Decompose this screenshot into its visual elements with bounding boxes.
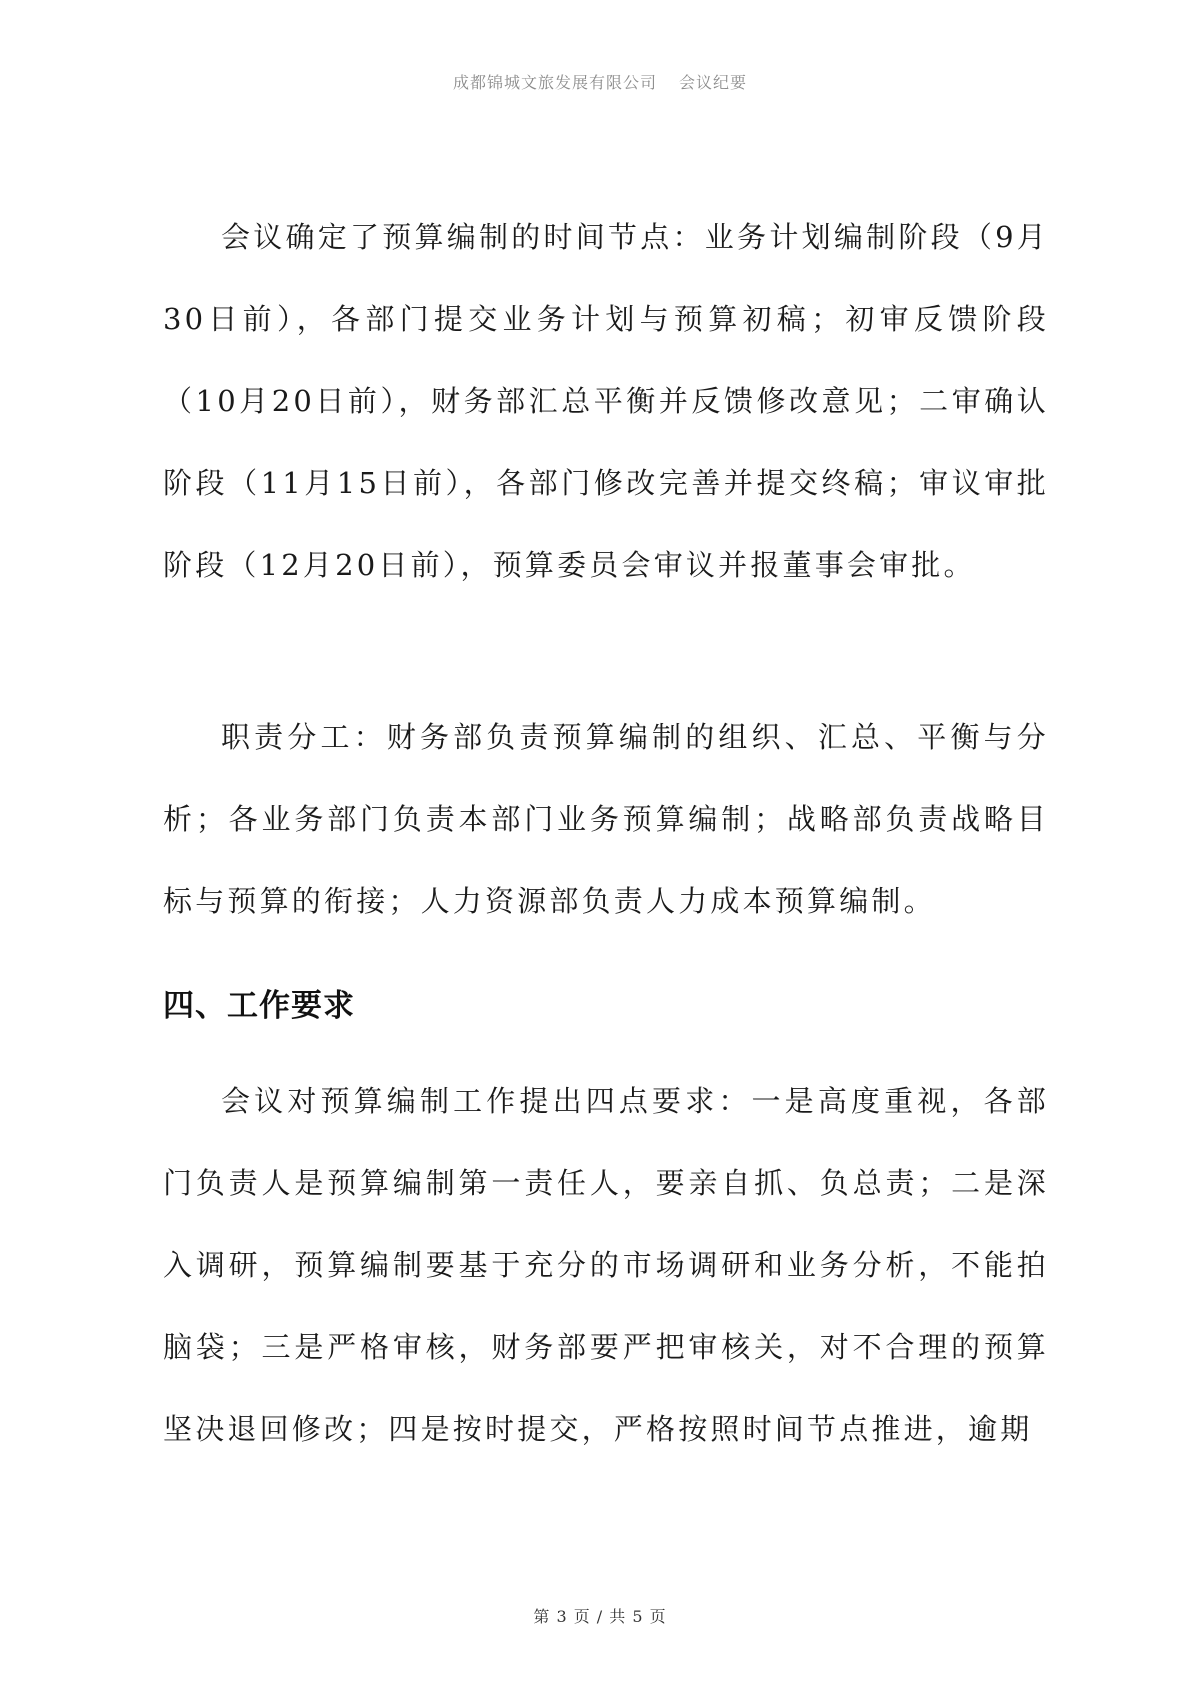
page-header <box>0 70 1200 93</box>
header-document-type: 会议纪要 <box>679 73 748 92</box>
responsibilities-section <box>163 696 1049 942</box>
requirements-paragraph: 会议对预算编制工作提出四点要求：一是高度重视，各部门负责人是预算编制第一责任人，要亲自抓、负总责；二是深入调研，预算编制要基于充分的市场调研和业务分析，不能拍脑袋；三是严格审核，财务部要严把审核关，对不合理的预算坚决退回修改；四是按时提交，严格按照时间节点推进，逾期 <box>163 1084 1049 1446</box>
page-number: 第 3 页 / 共 5 页 <box>533 1607 667 1626</box>
timeline-section <box>163 196 1049 606</box>
responsibilities-paragraph: 职责分工：财务部负责预算编制的组织、汇总、平衡与分析；各业务部门负责本部门业务预算编制；战略部负责战略目标与预算的衔接；人力资源部负责人力成本预算编制。 <box>163 720 1049 918</box>
section-heading: 四、工作要求 <box>163 988 355 1024</box>
timeline-paragraph: 会议确定了预算编制的时间节点：业务计划编制阶段（9月30日前），各部门提交业务计划与预算初稿；初审反馈阶段（10月20日前），财务部汇总平衡并反馈修改意见；二审确认阶段（11月15日前），各部门修改完善并提交终稿；审议审批阶段（12月20日前），预算委员会审议并报董事会审批。 <box>163 220 1049 582</box>
page-footer <box>0 1604 1200 1627</box>
header-company-name: 成都锦城文旅发展有限公司 <box>452 73 657 92</box>
requirements-section <box>163 1060 1049 1470</box>
